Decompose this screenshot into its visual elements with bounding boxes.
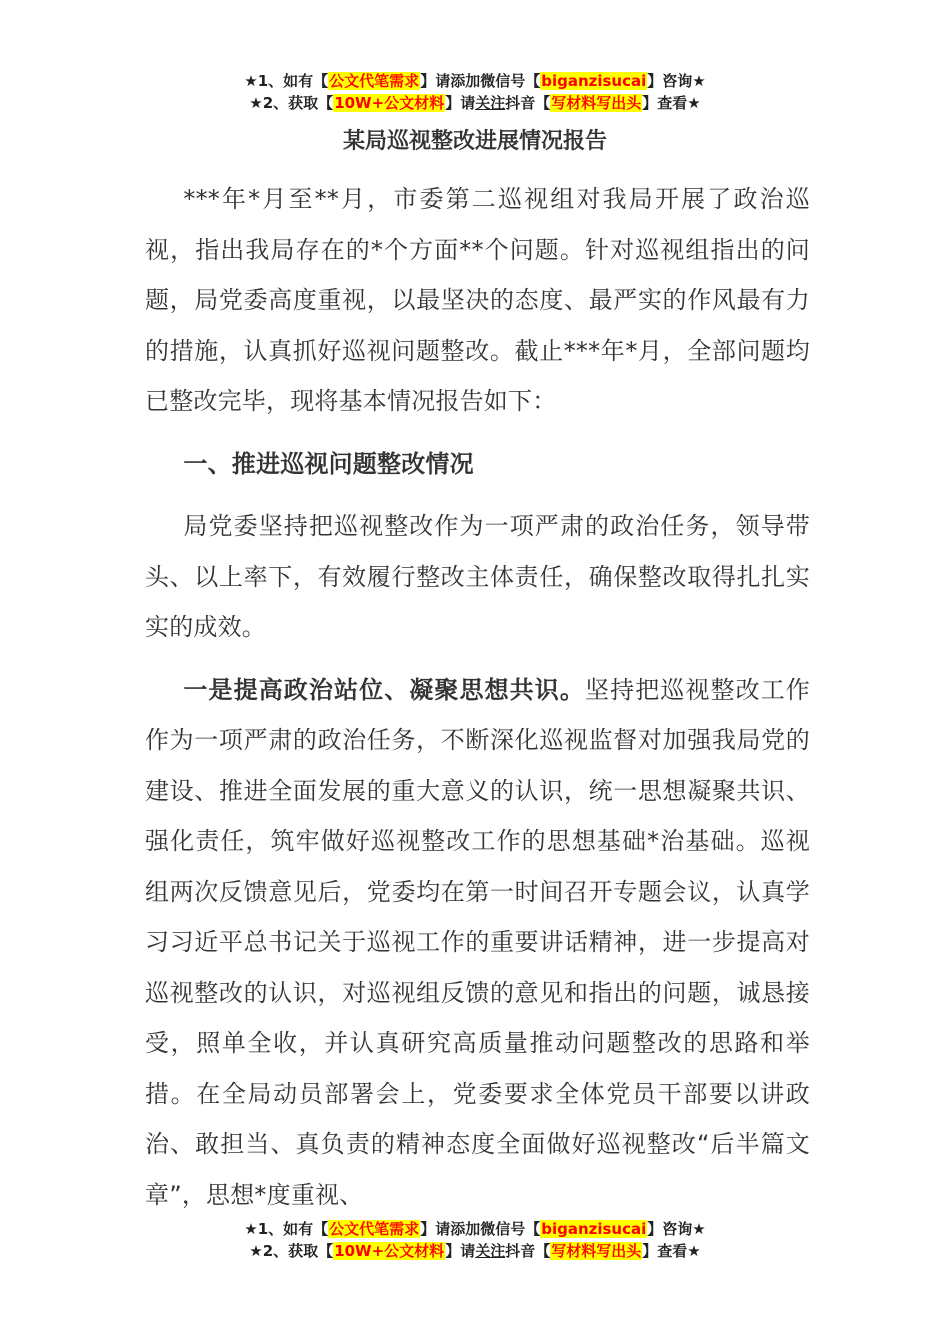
banner-text: ★2、获取【 <box>249 94 334 112</box>
banner-text: 】请添加微信号【 <box>420 1220 541 1238</box>
banner-text: 】查看★ <box>642 1242 701 1260</box>
banner-text: 】查看★ <box>642 94 701 112</box>
banner-text: ★1、如有【 <box>244 72 329 90</box>
banner-line-1 <box>0 70 950 92</box>
banner-text: 抖音【 <box>505 1242 551 1260</box>
point-paragraph <box>145 665 810 1221</box>
banner-text: 】请 <box>445 1242 476 1260</box>
banner-highlight: 10W+公文材料 <box>334 1242 445 1260</box>
banner-highlight: 公文代笔需求 <box>329 72 420 90</box>
banner-text: ★1、如有【 <box>244 1220 329 1238</box>
banner-highlight: biganzisucai <box>541 72 647 90</box>
banner-text: 】请添加微信号【 <box>420 72 541 90</box>
point-body: 坚持把巡视整改工作作为一项严肃的政治任务，不断深化巡视监督对加强我局党的建设、推进全面发展的重大意义的认识，统一思想凝聚共识、强化责任，筑牢做好巡视整改工作的思想基础*治基础。巡视组两次反馈意见后，党委均在第一时间召开专题会议，认真学习习近平总书记关于巡视工作的重要讲话精神，进一步提高对巡视整改的认识，对巡视组反馈的意见和指出的问题，诚恳接受，照单全收，并认真研究高质量推动问题整改的思路和举措。在全局动员部署会上，党委要求全体党员干部要以讲政治、敢担当、真负责的精神态度全面做好巡视整改“后半篇文章”，思想*度重视、 <box>145 675 810 1209</box>
banner-highlight: 写材料写出头 <box>551 94 642 112</box>
banner-text: 】咨询★ <box>647 1220 706 1238</box>
footer-banner <box>0 1218 950 1262</box>
section-heading: 一、推进巡视问题整改情况 <box>183 449 474 478</box>
section-paragraph: 局党委坚持把巡视整改作为一项严肃的政治任务，领导带头、以上率下，有效履行整改主体责任，确保整改取得扎扎实实的成效。 <box>145 512 810 641</box>
document-body <box>145 174 810 1220</box>
banner-highlight: 公文代笔需求 <box>329 1220 420 1238</box>
banner-highlight: 10W+公文材料 <box>334 94 445 112</box>
banner-underlined: 关注 <box>475 94 506 112</box>
banner-text: 】咨询★ <box>647 72 706 90</box>
banner-highlight: biganzisucai <box>541 1220 647 1238</box>
document-title: 某局巡视整改进展情况报告 <box>342 129 607 154</box>
banner-underlined: 关注 <box>475 1242 506 1260</box>
intro-paragraph: ***年*月至**月，市委第二巡视组对我局开展了政治巡视，指出我局存在的*个方面**个问题。针对巡视组指出的问题，局党委高度重视，以最坚决的态度、最严实的作风最有力的措施，认真抓好巡视问题整改。截止***年*月，全部问题均已整改完毕，现将基本情况报告如下： <box>145 185 810 415</box>
banner-line-1 <box>0 1218 950 1240</box>
banner-text: 抖音【 <box>505 94 551 112</box>
point-lead: 一是提高政治站位、凝聚思想共识。 <box>183 675 585 704</box>
banner-text: 】请 <box>445 94 476 112</box>
banner-line-2 <box>0 92 950 114</box>
banner-text: ★2、获取【 <box>249 1242 334 1260</box>
banner-line-2 <box>0 1240 950 1262</box>
banner-highlight: 写材料写出头 <box>551 1242 642 1260</box>
header-banner <box>0 70 950 114</box>
